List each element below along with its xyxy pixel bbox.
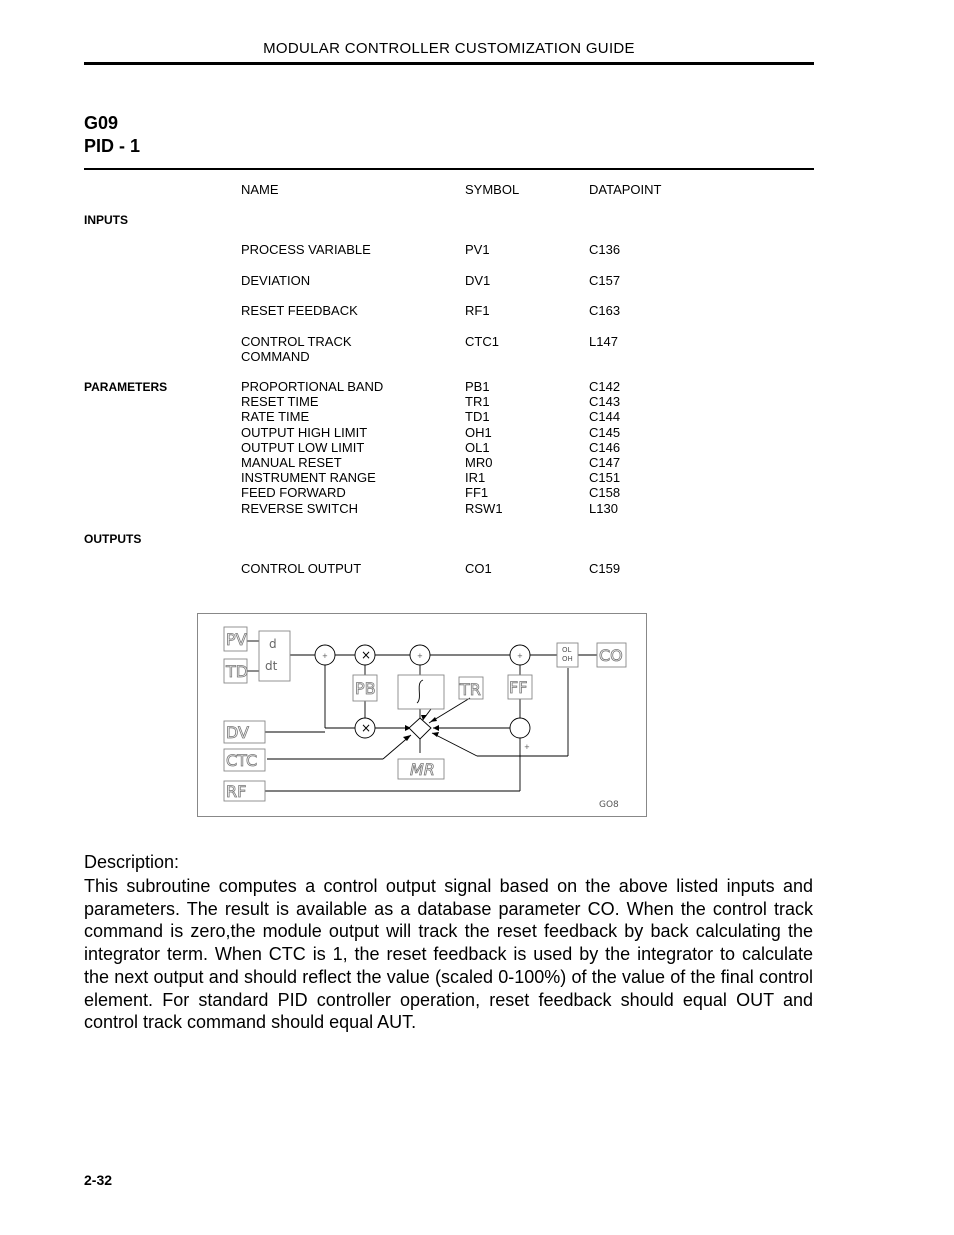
section-name: PID - 1 bbox=[84, 136, 141, 156]
mult2-sign: × bbox=[361, 721, 372, 735]
ctc-label: CTC bbox=[226, 751, 258, 770]
column-header-datapoint: DATAPOINT bbox=[589, 182, 662, 197]
page-number: 2-32 bbox=[84, 1172, 113, 1188]
row-datapoint: L130 bbox=[589, 500, 618, 516]
row-name: OUTPUT LOW LIMIT bbox=[241, 439, 365, 455]
running-header: MODULAR CONTROLLER CUSTOMIZATION GUIDE bbox=[263, 40, 635, 57]
row-name: PROPORTIONAL BAND bbox=[241, 379, 384, 394]
row-name: CONTROL TRACK bbox=[241, 334, 352, 349]
row-datapoint: C163 bbox=[589, 303, 621, 318]
row-symbol: RF1 bbox=[465, 303, 490, 318]
row-name: CONTROL OUTPUT bbox=[241, 561, 362, 576]
row-name: RESET TIME bbox=[241, 394, 319, 410]
row-datapoint: C144 bbox=[589, 409, 621, 425]
dt-label: dt bbox=[265, 659, 278, 673]
pv-label: PV bbox=[226, 630, 247, 649]
parameters-label: PARAMETERS bbox=[84, 380, 168, 394]
row-symbol: MR0 bbox=[465, 455, 493, 470]
row-datapoint: C158 bbox=[589, 485, 621, 501]
row-datapoint: C157 bbox=[589, 273, 621, 288]
row-name: OUTPUT HIGH LIMIT bbox=[241, 424, 368, 440]
row-datapoint: C159 bbox=[589, 561, 621, 576]
row-name: RESET FEEDBACK bbox=[241, 303, 358, 318]
row-name-continued: COMMAND bbox=[241, 349, 310, 364]
diagram-caption: GO8 bbox=[599, 800, 619, 810]
row-symbol: TR1 bbox=[465, 394, 490, 410]
row-datapoint: L147 bbox=[589, 334, 618, 349]
header-rule bbox=[84, 62, 814, 65]
co-label: CO bbox=[599, 646, 623, 665]
row-datapoint: C146 bbox=[589, 439, 621, 455]
row-symbol: PB1 bbox=[465, 379, 490, 394]
row-symbol: CO1 bbox=[465, 561, 492, 576]
row-datapoint: C147 bbox=[589, 455, 621, 470]
title-rule bbox=[84, 168, 814, 170]
row-symbol: IR1 bbox=[465, 470, 486, 486]
section-title bbox=[84, 112, 140, 158]
ol-label: OL bbox=[562, 646, 572, 654]
mult1-sign: × bbox=[361, 648, 372, 662]
tr-label: TR bbox=[460, 680, 481, 699]
outputs-label: OUTPUTS bbox=[84, 532, 142, 546]
rf-label: RF bbox=[226, 782, 247, 801]
row-symbol: PV1 bbox=[465, 242, 490, 257]
row-symbol: OL1 bbox=[465, 439, 490, 455]
row-datapoint: C151 bbox=[589, 470, 621, 486]
oh-label: OH bbox=[562, 655, 573, 663]
sum3-sign: + bbox=[517, 652, 523, 660]
section-code: G09 bbox=[84, 113, 119, 133]
column-header-symbol: SYMBOL bbox=[465, 182, 520, 197]
row-name: PROCESS VARIABLE bbox=[241, 242, 371, 257]
ff-label: FF bbox=[509, 678, 528, 697]
column-header-name: NAME bbox=[241, 182, 279, 197]
pid-block-diagram bbox=[197, 613, 648, 818]
row-name: FEED FORWARD bbox=[241, 485, 346, 501]
d-label: d bbox=[269, 637, 277, 651]
row-name: MANUAL RESET bbox=[241, 455, 342, 470]
row-symbol: TD1 bbox=[465, 409, 490, 425]
row-symbol: DV1 bbox=[465, 273, 491, 288]
inputs-label: INPUTS bbox=[84, 213, 129, 227]
description-text: This subroutine computes a control output signal based on the above listed inputs and parameters. The result is available as a database parameter CO. When the control track command is zero,the module output will track the reset feedback by back calculating the integrator term. When CTC is 1, the reset feedback is used by the integrator to calculate the next output and should reflect the value (scaled 0-100%) of the value of the final control element. For standard PID controller operation, reset feedback should equal OUT and control track command should equal AUT. bbox=[84, 876, 813, 1033]
row-datapoint: C136 bbox=[589, 242, 621, 257]
mr-label: MR bbox=[410, 760, 435, 779]
row-symbol: FF1 bbox=[465, 485, 489, 501]
row-name: DEVIATION bbox=[241, 273, 311, 288]
row-datapoint: C142 bbox=[589, 379, 621, 394]
row-symbol: CTC1 bbox=[465, 334, 499, 349]
row-datapoint: C143 bbox=[589, 394, 621, 410]
row-symbol: RSW1 bbox=[465, 500, 503, 516]
row-name: RATE TIME bbox=[241, 409, 310, 425]
row-symbol: OH1 bbox=[465, 424, 492, 440]
sum2-sign: + bbox=[417, 652, 423, 660]
description-heading: Description: bbox=[84, 852, 180, 872]
sum4-sign: + bbox=[524, 743, 530, 751]
td-label: TD bbox=[226, 662, 249, 681]
row-name: INSTRUMENT RANGE bbox=[241, 470, 376, 486]
pb-label: PB bbox=[355, 679, 376, 698]
row-name: REVERSE SWITCH bbox=[241, 500, 359, 516]
sum1-sign: + bbox=[322, 652, 328, 660]
dv-label: DV bbox=[226, 723, 249, 742]
row-datapoint: C145 bbox=[589, 424, 621, 440]
